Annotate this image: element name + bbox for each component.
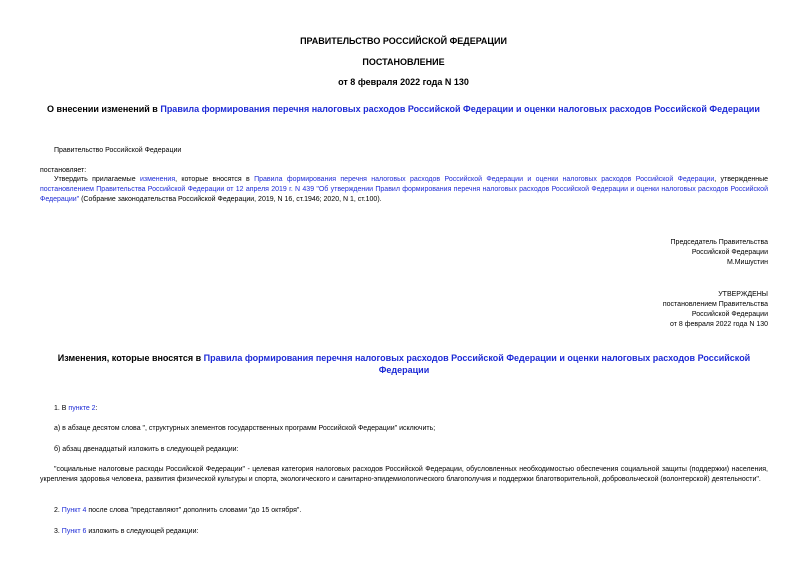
approval-country: Российской Федерации (691, 311, 768, 318)
signature-country: Российской Федерации (691, 249, 768, 256)
government-heading: ПРАВИТЕЛЬСТВО РОССИЙСКОЙ ФЕДЕРАЦИИ (300, 36, 507, 46)
quoted-definition: "социальные налоговые расходы Российской Федерации" - целевая категория налоговых расходов Российской Федерации, обусловленных необходимостью обеспечения социальной защиты (поддержки) населения, укрепления здоровья человека, развития физической культуры и спорта, экологического и санитарно-эпидемиологического благополучия и поддержки благотворительной, добровольческой (волонтерской) деятельности". (40, 466, 768, 483)
approval-heading: УТВЕРЖДЕНЫ (718, 291, 768, 298)
decree-text-2: , которые вносятся в (175, 176, 255, 183)
decree-text-1: Утвердить прилагаемые (54, 176, 140, 183)
rules-title-link[interactable]: Правила формирования перечня налоговых расходов Российской Федерации и оценки налоговых расходов Российской Федерации (160, 104, 760, 114)
changes-title (40, 352, 768, 376)
changes-rules-link[interactable]: Правила формирования перечня налоговых расходов Российской Федерации и оценки налоговых расходов Российской Федерации (203, 353, 751, 375)
point-2-link[interactable]: пункте 2 (68, 405, 96, 412)
signature-block (500, 238, 768, 268)
item-3-suffix: изложить в следующей редакции: (86, 528, 199, 535)
decree-text-3: , утвержденные (714, 176, 768, 183)
item-3 (54, 527, 198, 537)
approval-block (500, 290, 768, 330)
document-title (0, 104, 807, 114)
item-1 (54, 404, 98, 414)
decides-text: постановляет: (40, 167, 87, 174)
changes-title-prefix: Изменения, которые вносятся в (57, 353, 204, 363)
item-1b: б) абзац двенадцатый изложить в следующей редакции: (54, 446, 239, 453)
item-2-prefix: 2. (54, 507, 62, 514)
signature-position: Председатель Правительства (670, 239, 768, 246)
changes-link[interactable]: изменения (139, 176, 176, 183)
decree-paragraph (40, 175, 768, 205)
resolution-439-link[interactable]: постановлением Правительства Российской Федерации от 12 апреля 2019 г. N 439 "Об утверждении Правил формирования перечня налоговых расходов Российской Федерации и оценки налоговых расходов Российской Федерации" (40, 186, 768, 203)
document-date-number: от 8 февраля 2022 года N 130 (338, 77, 469, 87)
item-3-prefix: 3. (54, 528, 62, 535)
document-title-prefix: О внесении изменений в (47, 104, 161, 114)
signature-name: М.Мишустин (726, 259, 768, 266)
item-1-prefix: 1. В (54, 405, 69, 412)
item-2-suffix: после слова "представляют" дополнить словами "до 15 октября". (86, 507, 302, 514)
decree-text-4: (Собрание законодательства Российской Федерации, 2019, N 16, ст.1946; 2020, N 1, ст.100). (79, 196, 382, 203)
approval-resolution: постановлением Правительства (662, 301, 768, 308)
document-type-heading: ПОСТАНОВЛЕНИЕ (362, 57, 445, 67)
approval-date: от 8 февраля 2022 года N 130 (670, 321, 768, 328)
point-4-link[interactable]: Пункт 4 (61, 507, 87, 514)
rules-link[interactable]: Правила формирования перечня налоговых расходов Российской Федерации и оценки налоговых расходов Российской Федерации (254, 176, 715, 183)
point-6-link[interactable]: Пункт 6 (61, 528, 87, 535)
item-1-suffix: : (95, 405, 98, 412)
item-2 (54, 506, 301, 516)
issuer-text: Правительство Российской Федерации (54, 147, 182, 154)
item-1a: а) в абзаце десятом слова ", структурных элементов государственных программ Российской Федерации" исключить; (54, 425, 436, 432)
